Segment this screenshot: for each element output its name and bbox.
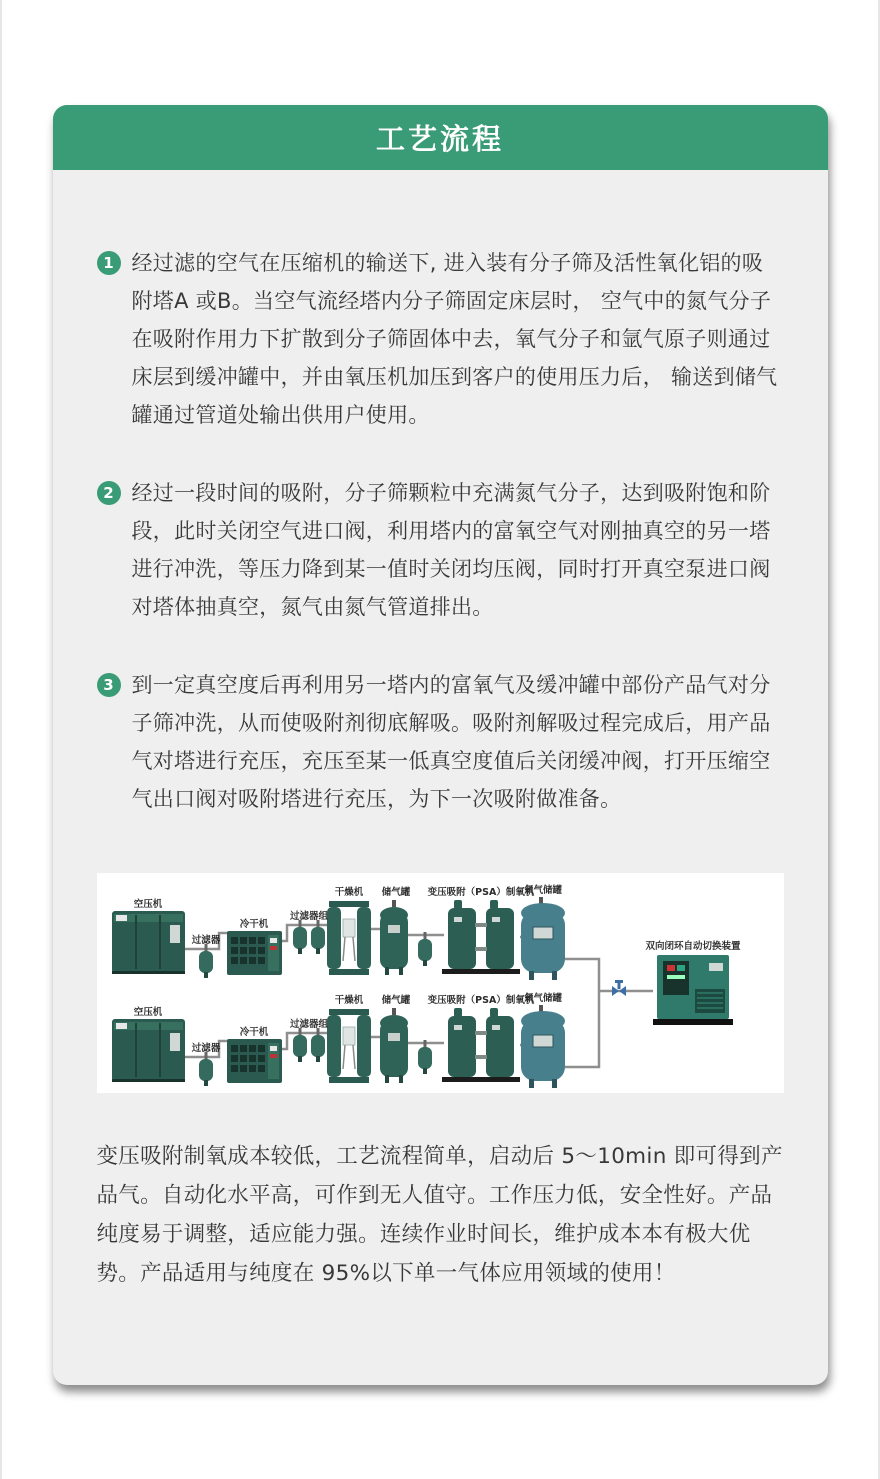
air-compressor-label: 空压机	[133, 899, 162, 910]
dryer-label: 干燥机	[334, 995, 363, 1006]
step-text: 经过滤的空气在压缩机的输送下, 进入装有分子筛及活性氧化铝的吸附塔A 或B。当空气流经塔内分子筛固定床层时， 空气中的氮气分子在吸附作用力下扩散到分子筛固体中去，氧气分子和氩气原子则通过床层到缓冲罐中，并由氧压机加压到客户的使用压力后， 输送到储气罐通过管道处输出供用户使用。	[131, 251, 778, 427]
card-header	[53, 105, 828, 170]
cold-dryer-label: 冷干机	[239, 1027, 268, 1038]
air-tank-label: 储气罐	[381, 887, 410, 898]
step-text: 经过一段时间的吸附，分子筛颗粒中充满氮气分子，达到吸附饱和阶段，此时关闭空气进口阀，利用塔内的富氧空气对刚抽真空的另一塔进行冲洗，等压力降到某一值时关闭均压阀，同时打开真空泵进口阀对塔体抽真空，氮气由氮气管道排出。	[131, 481, 771, 619]
psa-generator-label: 变压吸附（PSA）制氧机	[427, 995, 534, 1006]
filter-label: 过滤器	[191, 935, 220, 946]
filter-label: 过滤器	[191, 1043, 220, 1054]
process-card	[53, 105, 828, 1385]
process-step-1	[97, 244, 784, 434]
card-body	[53, 170, 828, 1385]
process-flow-diagram	[97, 873, 784, 1093]
step-number-badge: 1	[97, 251, 121, 275]
switch-device-label: 双向闭环自动切换装置	[644, 941, 741, 952]
summary-paragraph: 变压吸附制氧成本较低，工艺流程简单，启动后 5～10min 即可得到产品气。自动化水平高，可作到无人值守。工作压力低，安全性好。产品纯度易于调整，适应能力强。连续作业时间长，维护成本本有极大优势。产品适用与纯度在 95%以下单一气体应用领域的使用！	[96, 1144, 783, 1286]
cold-dryer-label: 冷干机	[239, 919, 268, 930]
step-number-badge: 3	[97, 673, 121, 697]
process-step-3	[97, 666, 784, 818]
page-title: 工艺流程	[375, 122, 504, 156]
air-tank-label: 储气罐	[381, 995, 410, 1006]
psa-generator-label: 变压吸附（PSA）制氧机	[427, 887, 534, 898]
process-step-2	[97, 474, 784, 626]
step-text: 到一定真空度后再利用另一塔内的富氧气及缓冲罐中部份产品气对分子筛冲洗，从而使吸附剂彻底解吸。吸附剂解吸过程完成后，用产品气对塔进行充压，充压至某一低真空度值后关闭缓冲阀，打开压缩空气出口阀对吸附塔进行充压，为下一次吸附做准备。	[131, 673, 771, 811]
step-number-badge: 2	[97, 481, 121, 505]
dryer-label: 干燥机	[334, 887, 363, 898]
oxygen-tank-label: 氧气储罐	[523, 993, 562, 1004]
oxygen-tank-label: 氧气储罐	[523, 885, 562, 896]
air-compressor-label: 空压机	[133, 1007, 162, 1018]
switch-device-illustration	[653, 955, 733, 1025]
equipment-diagram-svg	[97, 873, 776, 1093]
filter-group-label: 过滤器组	[289, 1019, 328, 1030]
filter-group-label: 过滤器组	[289, 911, 328, 922]
